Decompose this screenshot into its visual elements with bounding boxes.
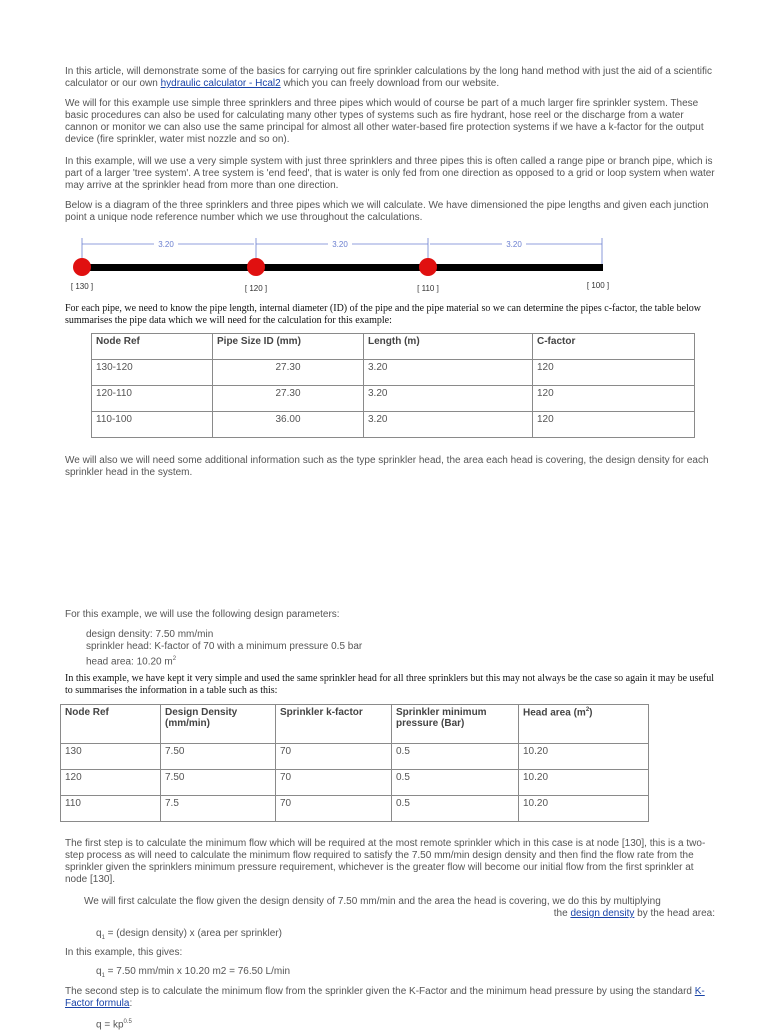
- diagram-intro-paragraph: Below is a diagram of the three sprinklers and three pipes which we will calculate. We have dimensioned the pipe lengths and given each junction point a unique node reference number which we use throughout the calculations.: [65, 200, 709, 223]
- table-row: [92, 412, 695, 438]
- eq3-text: q = kp: [96, 1019, 124, 1031]
- table-cell: 7.50: [161, 744, 276, 770]
- node-label-130: [ 130 ]: [70, 282, 94, 291]
- sprinkler-head-130: [73, 258, 91, 276]
- design-density-post: by the head area:: [634, 908, 715, 919]
- table-cell: 7.50: [161, 770, 276, 796]
- equation-flow-result: [96, 966, 290, 982]
- intro-text-tail: which you can freely download from our website.: [280, 78, 500, 89]
- table-cell: 0.5: [392, 796, 519, 822]
- table-cell: 27.30: [213, 360, 364, 386]
- design-density-line: We will first calculate the flow given the design density of 7.50 mm/min and the area the head is covering, we do this by multiplying: [84, 896, 661, 907]
- eq1-sub: 1: [101, 935, 105, 941]
- table-row: [61, 744, 649, 770]
- table-cell: 120: [533, 360, 695, 386]
- example-paragraph: We will for this example use simple three sprinklers and three pipes which would of course be part of a much larger fire sprinkler system. These basic procedures can also be used for calculating many other types of systems such as fire hydrant, hose reel or the discharge from a water cannon or monitor we can also use the same principal for almost all other water-based fire protection systems if we have a k-factor for the output device (fire sprinkler, water mist nozzle and so on).: [65, 98, 704, 145]
- pipe-data-paragraph: For each pipe, we need to know the pipe length, internal diameter (ID) of the pipe and the pipe material so we can determine the pipes c-factor, the table below summarises the pipe data which we will need for the calculation for this example:: [65, 303, 702, 326]
- param-design-density: design density: 7.50 mm/min: [86, 629, 214, 640]
- sprinkler-head-120: [247, 258, 265, 276]
- table-header: Sprinkler k-factor: [276, 705, 392, 744]
- table-cell: 70: [276, 744, 392, 770]
- table-header: Pipe Size ID (mm): [213, 334, 364, 360]
- hydraulic-calculator-link[interactable]: hydraulic calculator - Hcal2: [160, 78, 281, 89]
- table-header: Design Density (mm/min): [161, 705, 276, 744]
- table-header-row: [92, 334, 695, 360]
- table-cell: 130: [61, 744, 161, 770]
- table-cell: 70: [276, 770, 392, 796]
- additional-info-paragraph: We will also we will need some additional information such as the type sprinkler head, the area each head is covering, the design density for each sprinkler head in the system.: [65, 455, 709, 478]
- table-cell: 110-100: [92, 412, 213, 438]
- second-step-tail: :: [129, 998, 133, 1009]
- k-factor-formula-link[interactable]: K-Factor formula: [65, 986, 705, 1009]
- param-head-area-sup: 2: [172, 656, 177, 662]
- tree-system-paragraph: In this example, will we use a very simple system with just three sprinklers and three pipes this is often called a range pipe or branch pipe, which is part of a larger 'tree system'. A tree system is 'end feed', that is water is only fed from one direction as opposed to a grid or loop system when water may arrive at the sprinkler head from more than one direction.: [65, 156, 715, 191]
- table-header: Length (m): [364, 334, 533, 360]
- dim-label-2: 3.20: [332, 240, 348, 249]
- head-table-intro: In this example, we have kept it very simple and used the same sprinkler head for all three sprinklers but this may not always be the case so again it may be useful to summarises the information in a table such as this:: [65, 673, 714, 696]
- sprinkler-diagram: [62, 234, 622, 294]
- table-cell: 0.5: [392, 744, 519, 770]
- table-cell: 70: [276, 796, 392, 822]
- eq2-q: q: [96, 966, 102, 977]
- eq2-sub: 1: [101, 973, 105, 979]
- eq1-rest: = (design density) x (area per sprinkler): [104, 928, 282, 939]
- first-step-paragraph: The first step is to calculate the minimum flow which will be required at the most remote sprinkler which in this case is at node [130], this is a two-step process as will need to calculate the minimum flow required to satisfy the 7.50 mm/min design density and then find the flow rate from the sprinkler given the sprinklers minimum pressure requirement, whichever is the greater flow will become our initial flow from the first sprinkler at node [130].: [65, 838, 706, 885]
- table-header-row: [61, 705, 649, 744]
- table-row: [92, 386, 695, 412]
- table-cell: 110: [61, 796, 161, 822]
- table-cell: 3.20: [364, 360, 533, 386]
- table-cell: 120: [533, 412, 695, 438]
- pipe-line: [82, 264, 603, 271]
- param-head-area-text: head area: 10.20 m: [86, 656, 173, 668]
- table-cell: 10.20: [519, 796, 649, 822]
- design-density-link[interactable]: design density: [570, 908, 635, 919]
- table-row: [92, 360, 695, 386]
- pipe-data-table: [91, 333, 695, 438]
- table-header: C-factor: [533, 334, 695, 360]
- dim-label-3: 3.20: [506, 240, 522, 249]
- table-cell: 120: [61, 770, 161, 796]
- design-density-line-2: [65, 908, 715, 920]
- table-cell: 3.20: [364, 386, 533, 412]
- table-header: Node Ref: [92, 334, 213, 360]
- head-area-header-sup: 2: [585, 707, 590, 713]
- table-cell: 36.00: [213, 412, 364, 438]
- table-row: [61, 770, 649, 796]
- second-step-paragraph: [65, 986, 715, 1010]
- design-params-intro: For this example, we will use the following design parameters:: [65, 609, 340, 620]
- intro-paragraph: [65, 66, 715, 90]
- table-header: Sprinkler minimum pressure (Bar): [392, 705, 519, 744]
- sprinkler-head-table: [60, 704, 649, 822]
- param-head-area: [86, 653, 176, 668]
- node-label-120: [ 120 ]: [244, 284, 268, 293]
- second-step-text: The second step is to calculate the minimum flow from the sprinkler given the K-Factor and the minimum head pressure by using the standard: [65, 986, 695, 997]
- head-area-header-tail: ): [589, 707, 593, 719]
- table-cell: 7.5: [161, 796, 276, 822]
- node-label-110: [ 110 ]: [417, 284, 439, 293]
- table-cell: 0.5: [392, 770, 519, 796]
- table-header-head-area: [519, 705, 649, 744]
- eq2-rest: = 7.50 mm/min x 10.20 m2 = 76.50 L/min: [104, 966, 290, 977]
- sprinkler-head-110: [419, 258, 437, 276]
- param-sprinkler-head: sprinkler head: K-factor of 70 with a minimum pressure 0.5 bar: [86, 641, 363, 652]
- design-density-pre: the: [553, 908, 571, 919]
- table-cell: 120: [533, 386, 695, 412]
- table-cell: 10.20: [519, 744, 649, 770]
- table-cell: 130-120: [92, 360, 213, 386]
- table-header: Node Ref: [61, 705, 161, 744]
- table-cell: 27.30: [213, 386, 364, 412]
- table-cell: 10.20: [519, 770, 649, 796]
- dim-label-1: 3.20: [158, 240, 174, 249]
- node-label-100: [ 100 ]: [586, 281, 610, 290]
- intro-text: In this article, will demonstrate some of the basics for carrying out fire sprinkler calculations by the long hand method with just the aid of a scientific calculator or our own: [65, 66, 712, 89]
- head-area-header-text: Head area (m: [523, 707, 586, 719]
- eq1-q: q: [96, 928, 102, 939]
- equation-flow-density: [96, 928, 282, 944]
- eq3-sup: 0.5: [123, 1019, 132, 1025]
- table-cell: 3.20: [364, 412, 533, 438]
- example-gives-paragraph: In this example, this gives:: [65, 947, 183, 958]
- table-row: [61, 796, 649, 822]
- table-cell: 120-110: [92, 386, 213, 412]
